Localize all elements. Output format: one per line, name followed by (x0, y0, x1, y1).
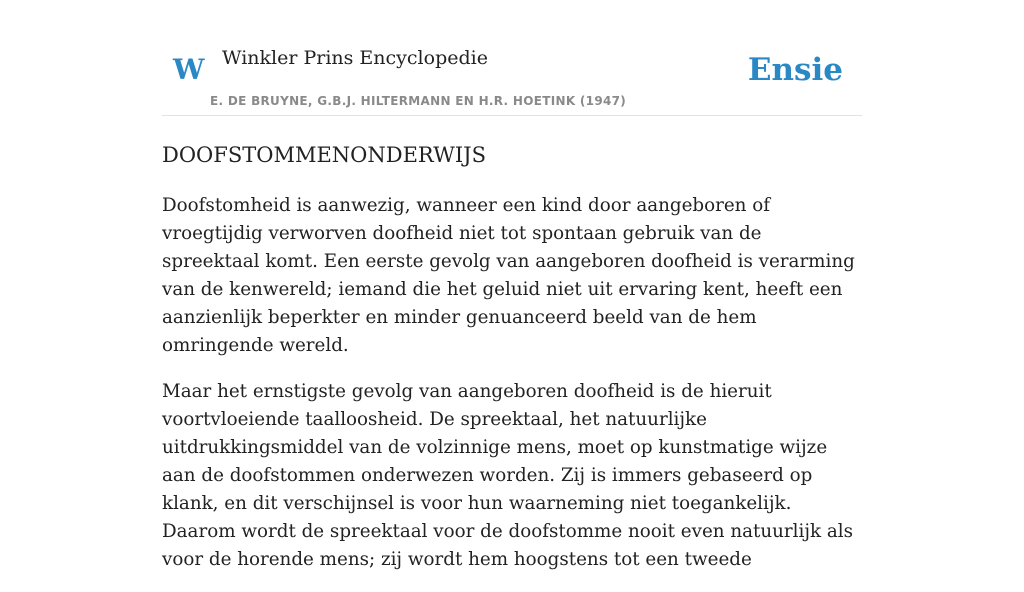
article-title: DOOFSTOMMENONDERWIJS (162, 143, 486, 167)
publication-title-link[interactable]: Winkler Prins Encyclopedie (222, 47, 488, 69)
publication-authors: E. DE BRUYNE, G.B.J. HILTERMANN EN H.R. HOETINK (1947) (210, 94, 627, 108)
article-body (162, 192, 862, 592)
ensie-brand-logo[interactable]: Ensie (747, 52, 843, 88)
publication-logo[interactable]: W (173, 53, 205, 86)
article-paragraph: Maar het ernstigste gevolg van aangeboren doofheid is de hieruit voortvloeiende taalloosheid. De spreektaal, het natuurlijke uitdrukkingsmiddel van de volzinnige mens, moet op kunstmatige wijze aan de doofstommen onderwezen worden. Zij is immers gebaseerd op klank, en dit verschijnsel is voor hun waarneming niet toegankelijk. Daarom wordt de spreektaal voor de doofstomme nooit even natuurlijk als voor de horende mens; zij wordt hem hoogstens tot een tweede (162, 381, 854, 570)
article-paragraph: Doofstomheid is aanwezig, wanneer een kind door aangeboren of vroegtijdig verworven doofheid niet tot spontaan gebruik van de spreektaal komt. Een eerste gevolg van aangeboren doofheid is verarming van de kenwereld; iemand die het geluid niet uit ervaring kent, heeft een aanzienlijk beperkter en minder genuanceerd beeld van de hem omringende wereld. (162, 195, 855, 356)
site-header (162, 0, 862, 116)
